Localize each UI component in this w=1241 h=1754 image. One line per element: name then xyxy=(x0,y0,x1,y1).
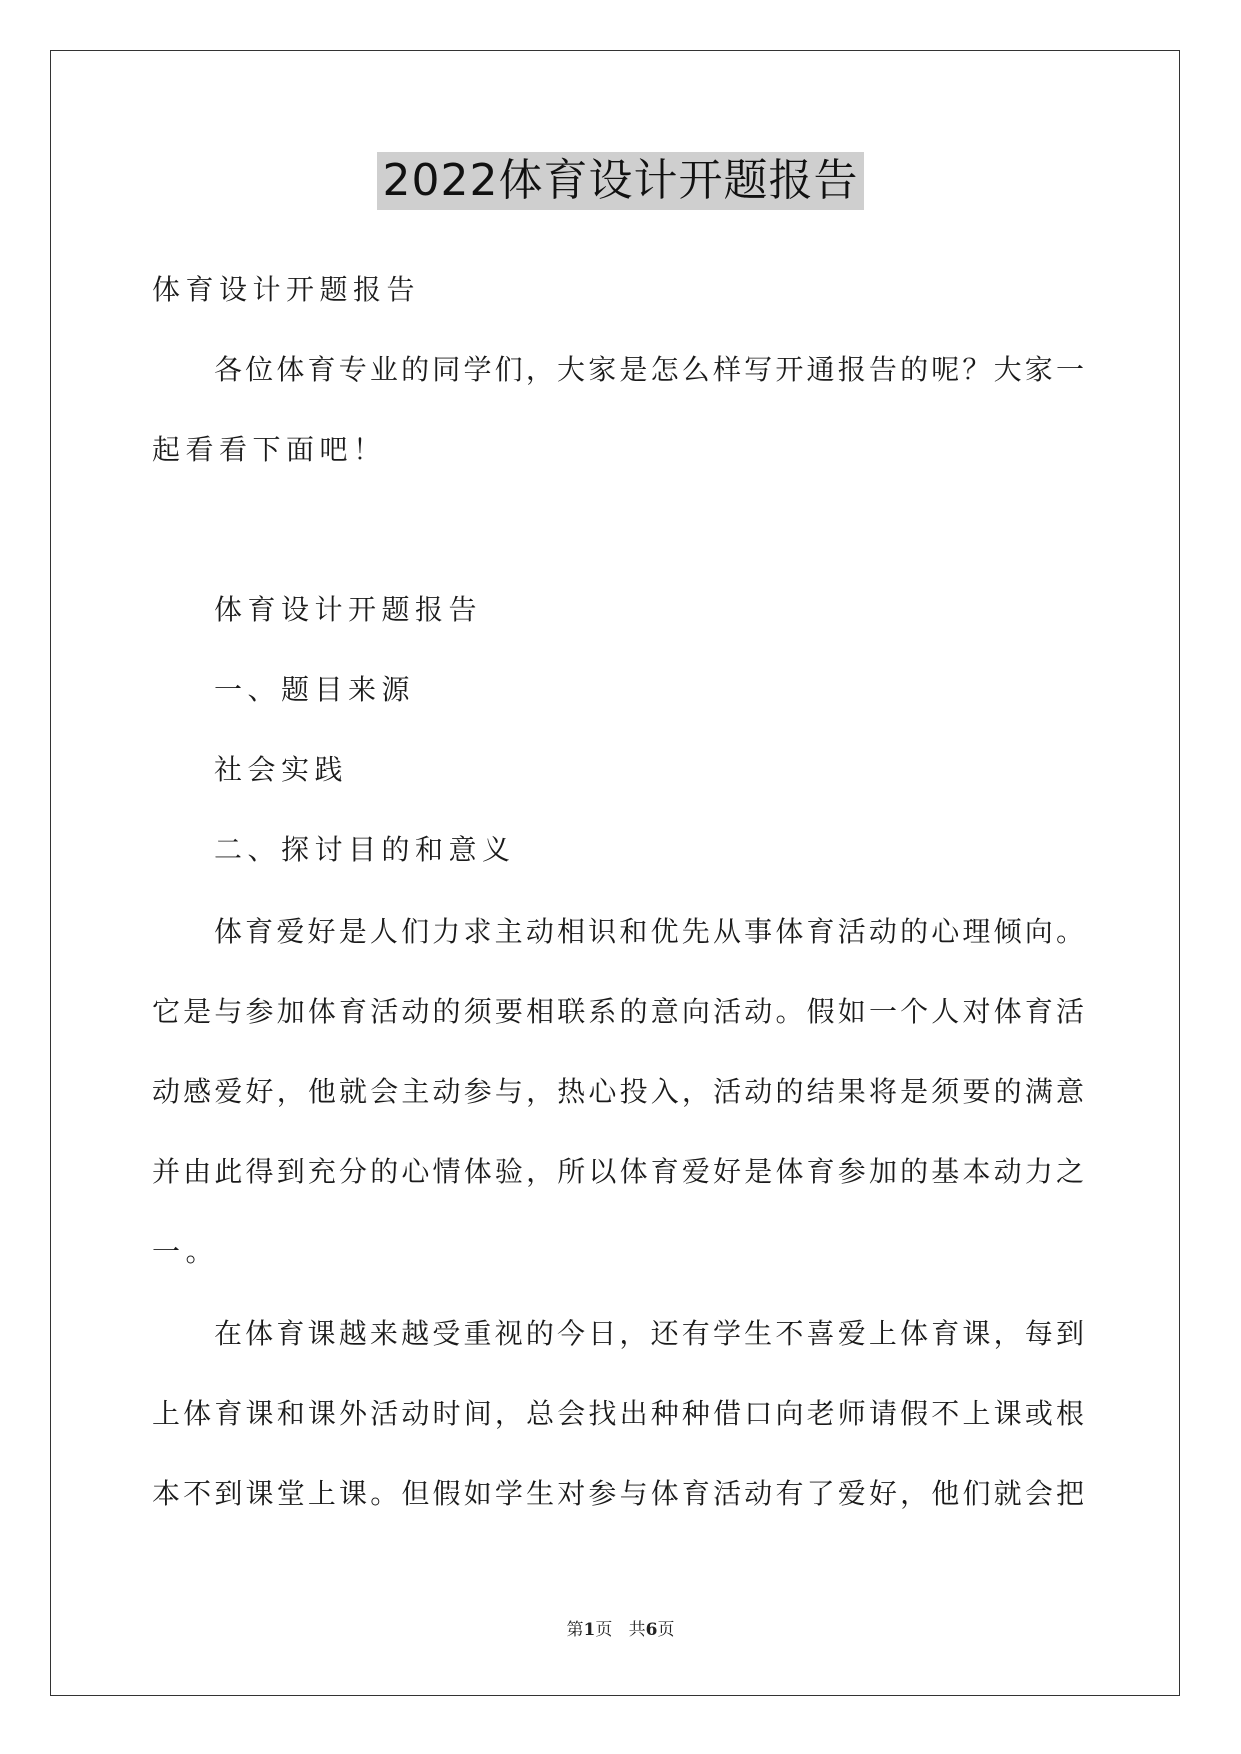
paragraph-line: 上体育课和课外活动时间，总会找出种种借口向老师请假不上课或根 xyxy=(152,1397,1084,1430)
footer-page-unit: 页 xyxy=(595,1620,613,1640)
paragraph-line: 起看看下面吧！ xyxy=(152,433,387,466)
paragraph-line: 体育爱好是人们力求主动相识和优先从事体育活动的心理倾向。 xyxy=(214,915,1084,948)
paragraph-line: 社会实践 xyxy=(214,753,349,786)
page-footer xyxy=(0,1615,1241,1640)
document-title: 2022体育设计开题报告 xyxy=(377,152,865,210)
paragraph-line: 并由此得到充分的心情体验，所以体育爱好是体育参加的基本动力之 xyxy=(152,1155,1084,1188)
title-container xyxy=(0,152,1241,210)
footer-total-unit: 页 xyxy=(657,1620,675,1640)
paragraph-line: 一。 xyxy=(152,1235,220,1268)
footer-page-number: 1 xyxy=(583,1620,596,1640)
footer-prefix: 第 xyxy=(566,1620,584,1640)
section-title-line: 体育设计开题报告 xyxy=(214,593,483,626)
footer-total-pages: 6 xyxy=(645,1620,658,1640)
paragraph-line: 本不到课堂上课。但假如学生对参与体育活动有了爱好，他们就会把 xyxy=(152,1477,1084,1510)
heading-line: 一、题目来源 xyxy=(214,673,416,706)
footer-total-prefix: 共 xyxy=(628,1620,646,1640)
heading-line: 二、探讨目的和意义 xyxy=(214,833,516,866)
paragraph-line: 在体育课越来越受重视的今日，还有学生不喜爱上体育课，每到 xyxy=(214,1317,1084,1350)
paragraph-line: 各位体育专业的同学们，大家是怎么样写开通报告的呢？大家一 xyxy=(214,353,1084,386)
paragraph-line: 它是与参加体育活动的须要相联系的意向活动。假如一个人对体育活 xyxy=(152,995,1084,1028)
subtitle-line: 体育设计开题报告 xyxy=(152,273,421,306)
paragraph-line: 动感爱好，他就会主动参与，热心投入，活动的结果将是须要的满意 xyxy=(152,1075,1084,1108)
